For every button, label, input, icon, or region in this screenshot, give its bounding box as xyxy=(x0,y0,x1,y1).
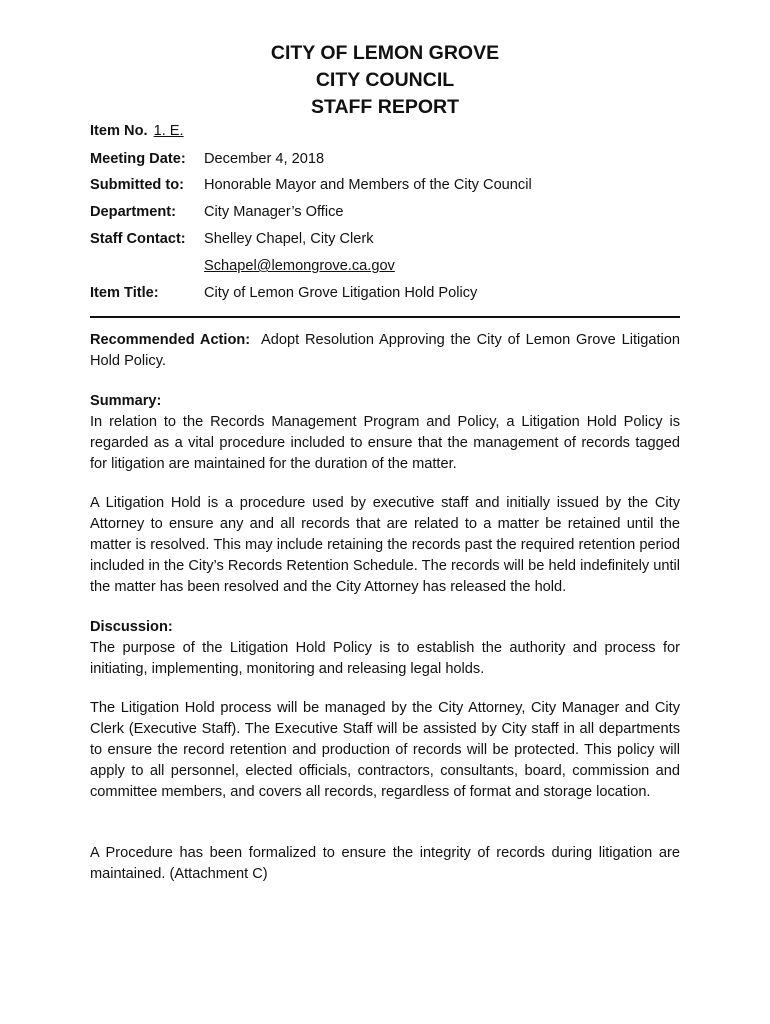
recommended-action xyxy=(90,330,680,372)
recommended-action-label: Recommended Action: xyxy=(90,332,251,348)
department-value: City Manager’s Office xyxy=(204,204,344,220)
item-title-label: Item Title: xyxy=(90,285,159,301)
report-title-block xyxy=(0,40,770,121)
staff-contact-label: Staff Contact: xyxy=(90,231,186,247)
title-staff-report: STAFF REPORT xyxy=(310,96,460,118)
item-no-value: 1. E. xyxy=(153,123,184,139)
discussion-paragraph-3: A Procedure has been formalized to ensure the integrity of records during litigation are maintained. (Attachment C) xyxy=(90,845,680,882)
title-council: CITY COUNCIL xyxy=(315,69,455,91)
summary-paragraph-2-block xyxy=(90,493,680,598)
discussion-paragraph-2: The Litigation Hold process will be managed by the City Attorney, City Manager and City Clerk (Executive Staff). The Executive Staff will be assisted by City staff in all departments to ensure the record retention and production of records will be protected. This policy will apply to all personnel, elected officials, contractors, consultants, board, commission and committee members, and covers all records, regardless of format and storage location. xyxy=(90,700,680,800)
summary-heading: Summary: xyxy=(90,393,162,409)
item-title-value: City of Lemon Grove Litigation Hold Policy xyxy=(204,285,478,301)
submitted-to-label: Submitted to: xyxy=(90,177,185,193)
submitted-to-value: Honorable Mayor and Members of the City Council xyxy=(204,177,532,193)
recommended-action-text: Adopt Resolution Approving the City of Lemon Grove Litigation Hold Policy. xyxy=(90,332,681,369)
discussion-heading: Discussion: xyxy=(90,619,173,635)
meeting-date-label: Meeting Date: xyxy=(90,151,186,167)
discussion-paragraph-2-block xyxy=(90,698,680,803)
department-label: Department: xyxy=(90,204,176,220)
summary-paragraph-1: In relation to the Records Management Program and Policy, a Litigation Hold Policy is regarded as a vital procedure included to ensure that the management of records tagged for litigation are maintained for the duration of the matter. xyxy=(90,414,680,472)
discussion-paragraph-3-block xyxy=(90,843,680,885)
discussion-section xyxy=(90,617,680,680)
item-no-label xyxy=(90,123,184,139)
item-no-label-text: Item No. xyxy=(90,123,148,139)
staff-contact-value: Shelley Chapel, City Clerk xyxy=(204,231,374,247)
summary-section xyxy=(90,391,680,475)
staff-contact-email-link[interactable]: Schapel@lemongrove.ca.gov xyxy=(204,258,395,274)
header-divider xyxy=(90,316,680,318)
discussion-paragraph-1: The purpose of the Litigation Hold Policy is to establish the authority and process for initiating, implementing, monitoring and releasing legal holds. xyxy=(90,640,680,677)
title-city: CITY OF LEMON GROVE xyxy=(270,42,500,64)
summary-paragraph-2: A Litigation Hold is a procedure used by executive staff and initially issued by the City Attorney to ensure any and all records that are related to a matter be retained until the matter is resolved. This may include retaining the records past the required retention period included in the City’s Records Retention Schedule. The records will be held indefinitely until the matter has been resolved and the City Attorney has released the hold. xyxy=(90,495,680,595)
meeting-date-value: December 4, 2018 xyxy=(204,151,325,167)
